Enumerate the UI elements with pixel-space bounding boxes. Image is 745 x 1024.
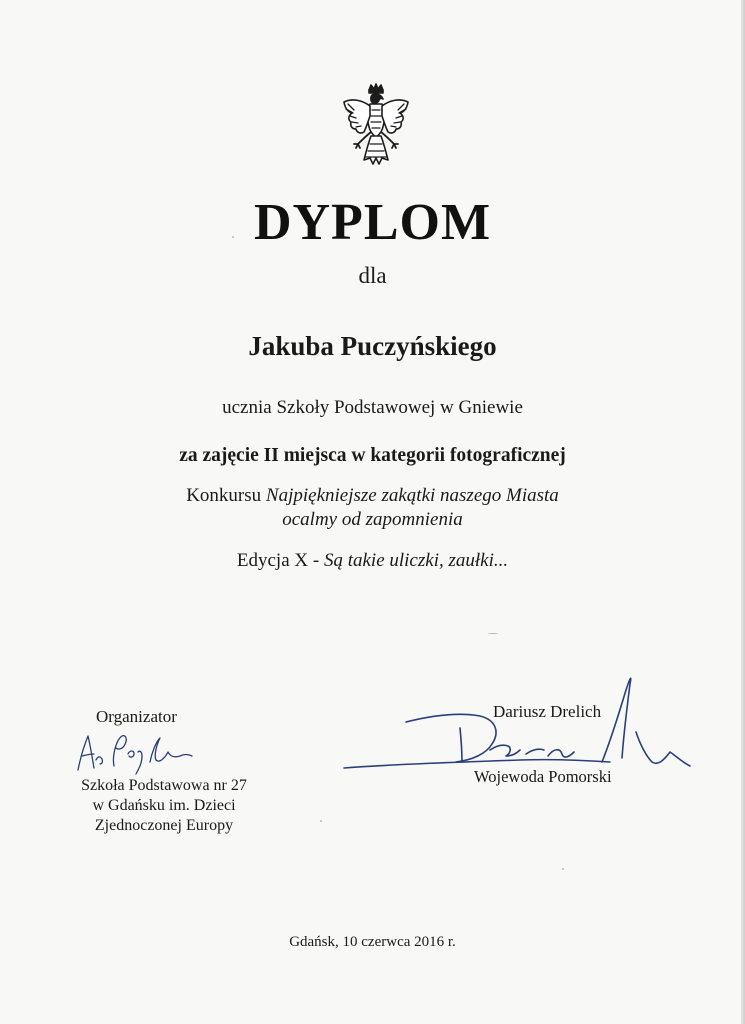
official-role: Wojewoda Pomorski (474, 767, 612, 786)
edition-name: Są takie uliczki, zaułki... (323, 550, 509, 571)
paper-speck (488, 633, 498, 634)
white-eagle-emblem-icon (340, 82, 412, 172)
organizer-label: Organizator (96, 707, 177, 726)
achievement-text: za zajęcie II miejsca w kategorii fotograficznej (179, 445, 566, 466)
edition-prefix: Edycja X - (236, 550, 320, 571)
recipient-name: Jakuba Puczyńskiego (248, 331, 497, 361)
organizer-line-1: Szkoła Podstawowa nr 27 (81, 777, 247, 794)
contest-line (0, 484, 745, 508)
official-name: Dariusz Drelich (493, 702, 602, 721)
organizer-signature (72, 726, 197, 778)
for-label: dla (358, 263, 387, 288)
organizer-line-3: Zjednoczonej Europy (94, 817, 234, 834)
organizer-details (54, 776, 274, 836)
contest-name-part-1: Najpiękniejsze zakątki naszego Miasta (265, 485, 559, 506)
paper-speck (562, 868, 564, 870)
contest-name-part-2: ocalmy od zapomnienia (282, 509, 463, 530)
contest-prefix: Konkursu (186, 485, 262, 506)
place-and-date: Gdańsk, 10 czerwca 2016 r. (289, 934, 456, 950)
diploma-title: DYPLOM (253, 194, 492, 251)
organizer-line-2: w Gdańsku im. Dzieci (92, 797, 236, 814)
paper-speck (320, 820, 322, 822)
edition-line (0, 549, 745, 573)
recipient-school: ucznia Szkoły Podstawowej w Gniewie (222, 397, 523, 418)
official-signature (340, 670, 700, 780)
paper-speck (232, 236, 234, 238)
